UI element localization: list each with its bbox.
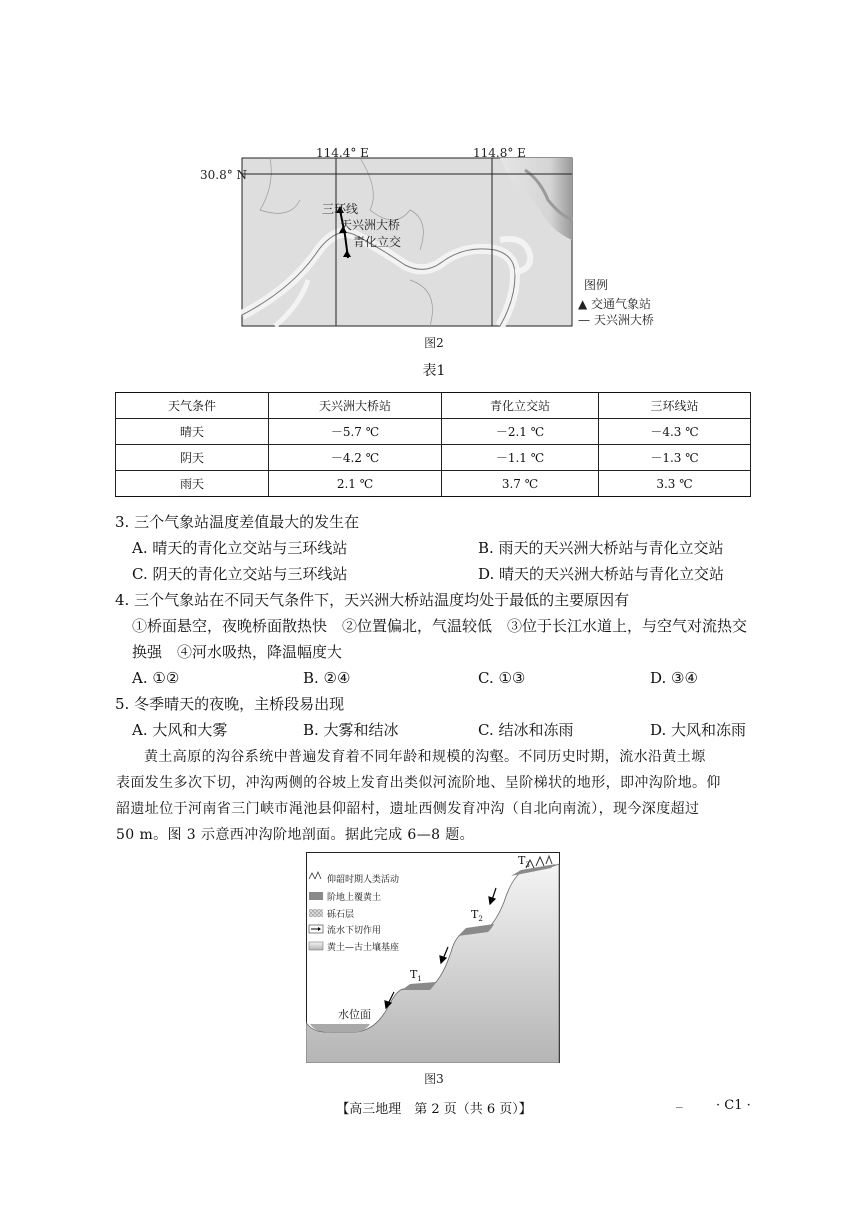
legend-title: 图例 [584, 278, 609, 292]
passage-line-3: 韶遗址位于河南省三门峡市渑池县仰韶村，遗址西侧发育冲沟（自北向南流），现今深度超过 [116, 801, 700, 817]
q5-option-a: A. 大风和大雾 [132, 721, 228, 739]
legend-base: 黄土—古土壤基座 [327, 943, 400, 953]
table-header-cell: 三环线站 [599, 393, 751, 419]
legend-loess-cover: 阶地上覆黄土 [327, 893, 382, 903]
q3-option-c: C. 阴天的青化立交站与三环线站 [132, 565, 348, 583]
table-cell: 阴天 [116, 445, 269, 471]
page-footer: 【高三地理 第 2 页（共 6 页）】 [336, 1102, 532, 1117]
table-cell: 3.3 ℃ [599, 471, 751, 497]
q4-statement-line-1: ①桥面悬空，夜晚桥面散热快 ②位置偏北，气温较低 ③位于长江水道上，与空气对流热交 [132, 617, 748, 635]
table-cell: 3.7 ℃ [442, 471, 599, 497]
label-bridge: 天兴洲大桥 [340, 218, 401, 232]
q4-option-c: C. ①③ [478, 669, 526, 687]
table-header-cell: 青化立交站 [442, 393, 599, 419]
table-cell: －1.1 ℃ [442, 445, 599, 471]
terrace-t1-label: $T_1$ [410, 968, 422, 984]
footer-code: · C1 · [716, 1098, 751, 1113]
table-cell: －4.2 ℃ [269, 445, 442, 471]
table-cell: 2.1 ℃ [269, 471, 442, 497]
legend-gravel: 砾石层 [327, 910, 355, 920]
passage-line-2: 表面发生多次下切，冲沟两侧的谷坡上发育出类似河流阶地、呈阶梯状的地形，即冲沟阶地。仰 [116, 775, 721, 791]
figure-3-profile [306, 852, 560, 1063]
figure-2-map [180, 140, 680, 340]
table-cell: 雨天 [116, 471, 269, 497]
q4-stem: 4. 三个气象站在不同天气条件下，天兴洲大桥站温度均处于最低的主要原因有 [115, 591, 630, 609]
table-header-row [116, 393, 751, 419]
q4-statement-line-2: 换强 ④河水吸热，降温幅度大 [132, 643, 343, 661]
q5-option-d: D. 大风和冻雨 [650, 721, 747, 739]
water-level-label: 水位面 [338, 1008, 371, 1021]
terrace-t2-label: $T_2$ [471, 908, 483, 924]
legend-bridge: — 天兴洲大桥 [578, 313, 654, 327]
figure-2-caption: 图2 [424, 336, 444, 350]
table-1 [115, 392, 751, 497]
table-1-title: 表1 [422, 363, 446, 379]
q3-option-a: A. 晴天的青化立交站与三环线站 [132, 539, 348, 557]
q4-option-d: D. ③④ [650, 669, 698, 687]
q4-option-a: A. ①② [132, 669, 180, 687]
passage-line-4: 50 m。图 3 示意西冲沟阶地剖面。据此完成 6—8 题。 [116, 827, 475, 843]
legend-downcut: 流水下切作用 [327, 926, 382, 936]
table-row [116, 471, 751, 497]
table-header-cell: 天兴洲大桥站 [269, 393, 442, 419]
terrace-t3-label: $T_3$ [518, 854, 530, 870]
table-row [116, 419, 751, 445]
q5-option-b: B. 大雾和结冰 [303, 721, 399, 739]
lon-label-left: 114.4° E [316, 146, 369, 160]
label-sanhuan: 三环线 [322, 202, 359, 216]
passage-line-1: 黄土高原的沟谷系统中普遍发育着不同年龄和规模的沟壑。不同历史时期，流水沿黄土塬 [144, 749, 706, 765]
q3-option-d: D. 晴天的天兴洲大桥站与青化立交站 [478, 565, 725, 583]
table-header-cell: 天气条件 [116, 393, 269, 419]
q3-option-b: B. 雨天的天兴洲大桥站与青化立交站 [478, 539, 724, 557]
table-cell: －4.3 ℃ [599, 419, 751, 445]
lon-label-right: 114.8° E [473, 146, 526, 160]
table-row [116, 445, 751, 471]
footer-dash: _ [676, 1094, 683, 1109]
legend-station: ▲ 交通气象站 [578, 297, 652, 311]
q3-stem: 3. 三个气象站温度差值最大的发生在 [115, 513, 360, 531]
table-cell: －1.3 ℃ [599, 445, 751, 471]
label-qinghua: 青化立交 [353, 235, 402, 249]
q5-stem: 5. 冬季晴天的夜晚，主桥段易出现 [115, 695, 345, 713]
legend-human-activity: 仰韶时期人类活动 [327, 875, 400, 885]
table-cell: －2.1 ℃ [442, 419, 599, 445]
lat-label: 30.8° N [200, 168, 248, 182]
table-cell: 晴天 [116, 419, 269, 445]
q4-option-b: B. ②④ [303, 669, 351, 687]
figure-3-caption: 图3 [424, 1072, 444, 1086]
table-cell: －5.7 ℃ [269, 419, 442, 445]
q5-option-c: C. 结冰和冻雨 [478, 721, 574, 739]
